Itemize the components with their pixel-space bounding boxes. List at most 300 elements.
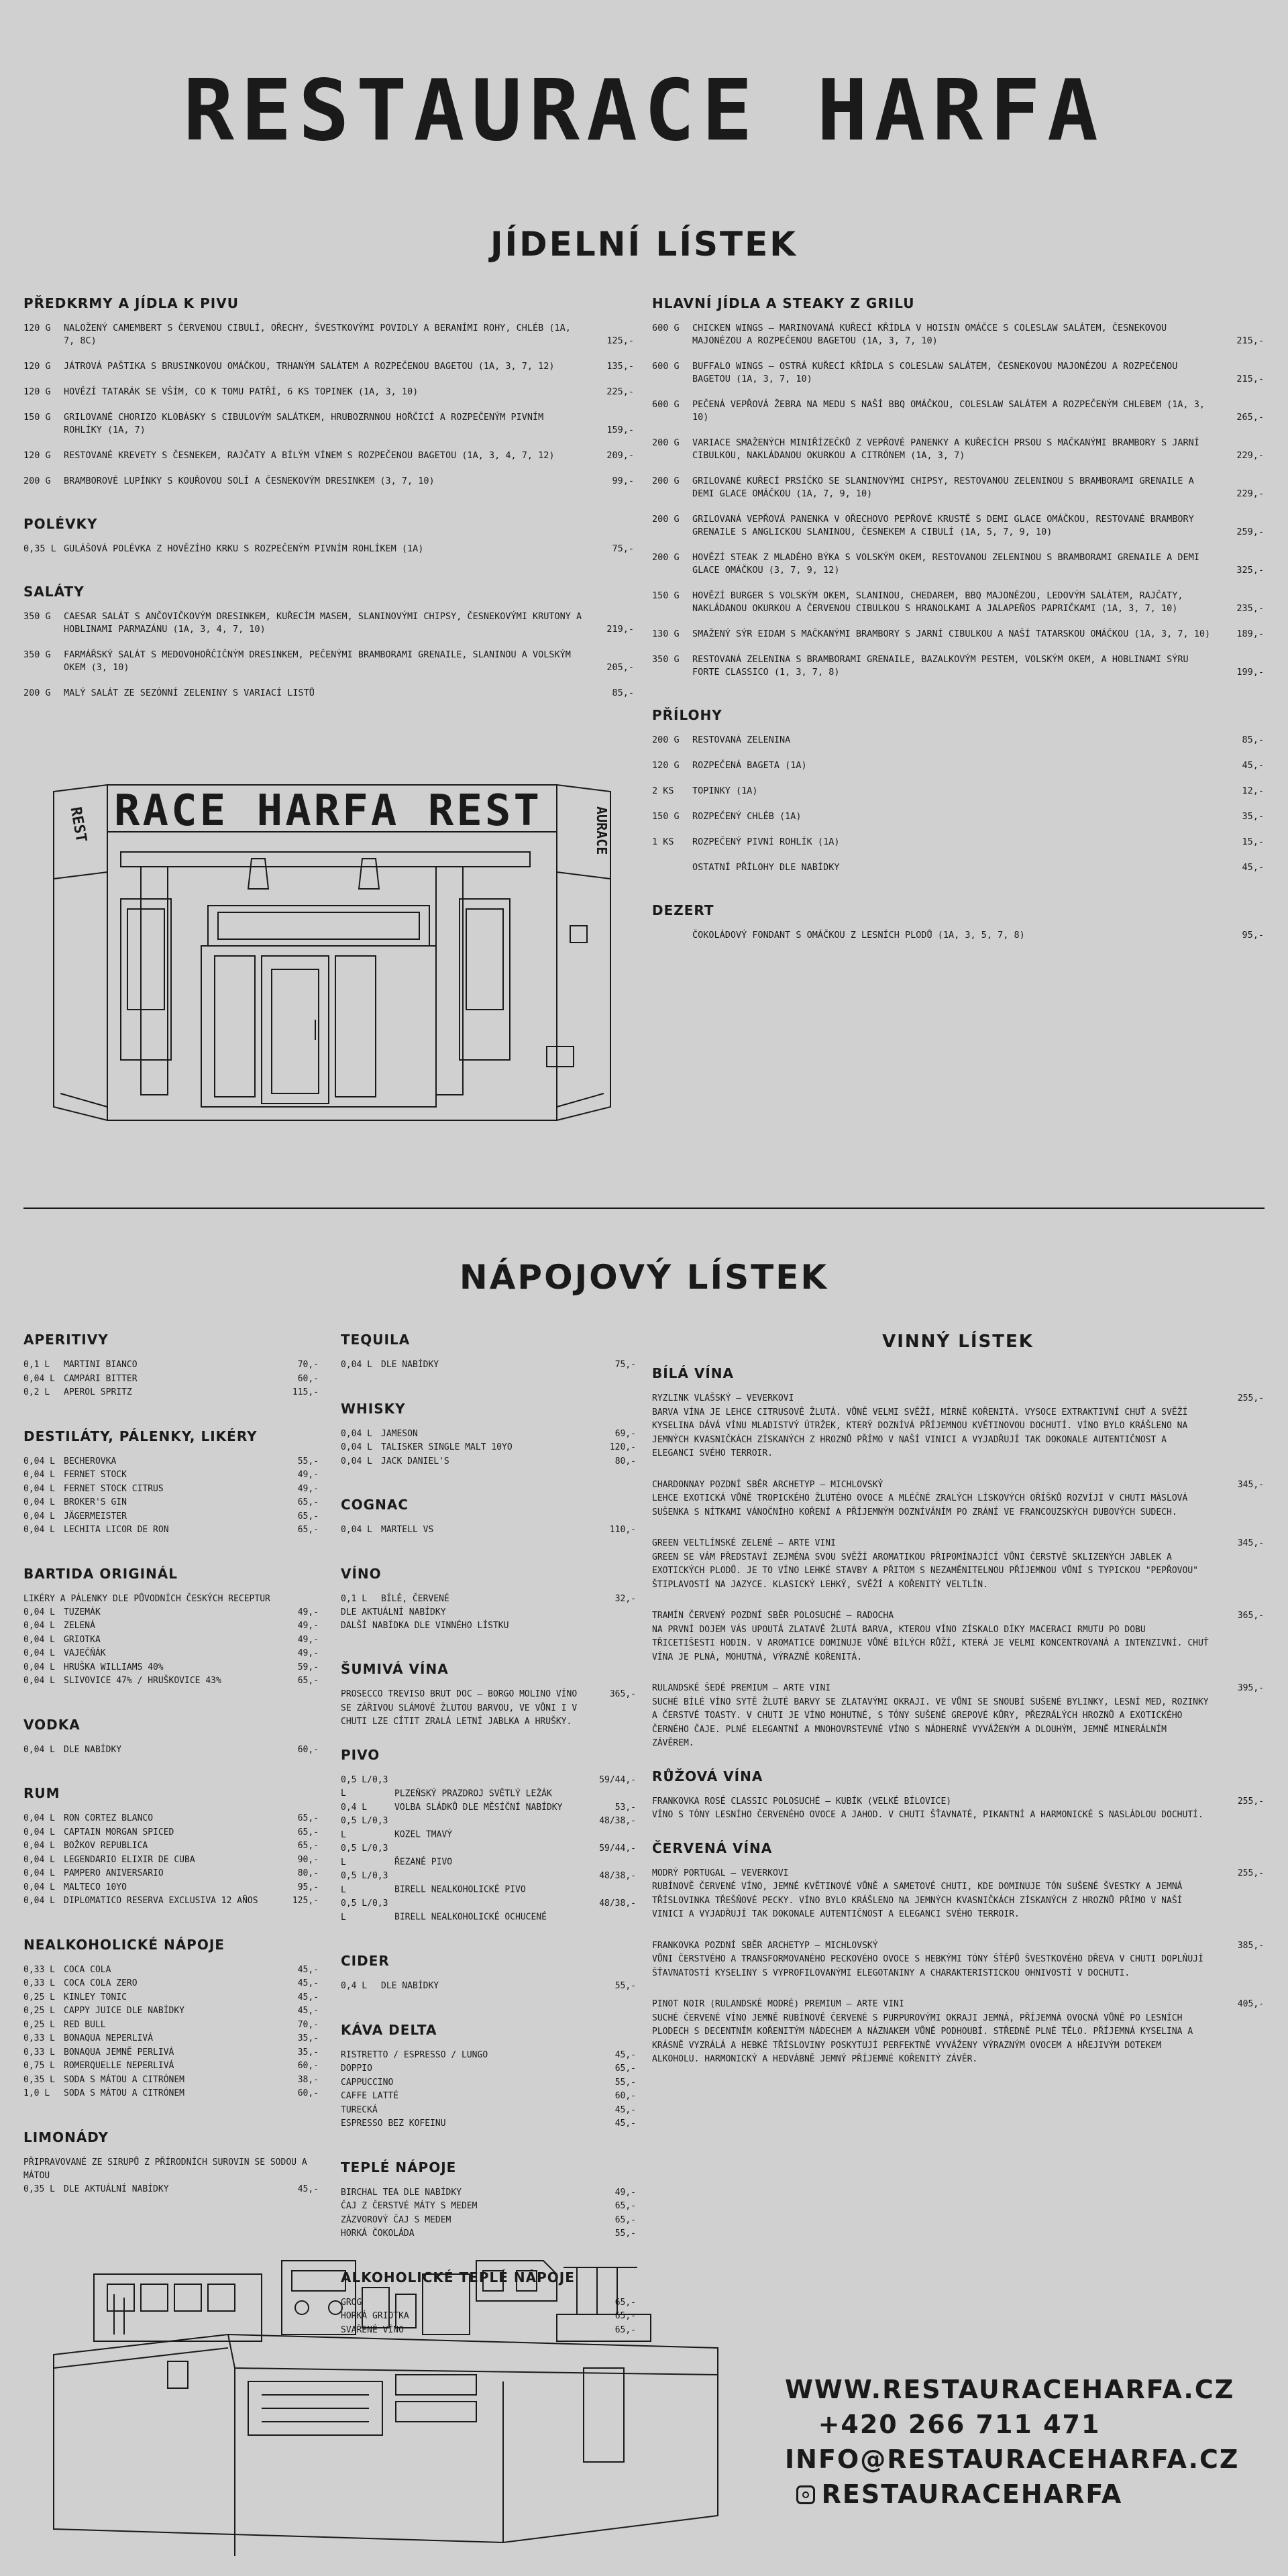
drink-volume: 0,04 L — [341, 1525, 372, 1535]
drink-price: 65,- — [297, 1827, 319, 1837]
drink-row — [341, 1455, 636, 1469]
drink-name: BONAQUA NEPERLIVÁ — [64, 2033, 154, 2043]
menu-item-quantity: 200 G — [652, 476, 680, 486]
drink-name: JÄGERMEISTER — [64, 1511, 127, 1521]
drink-volume: 0,04 L — [23, 1882, 55, 1892]
drink-price: 45,- — [614, 2049, 636, 2060]
wine-price: 395,- — [1237, 1683, 1264, 1693]
menu-item-description: RESTOVANÉ KREVETY S ČESNEKEM, RAJČATY A BÍLÝM VÍNEM S ROZPEČENOU BAGETOU (1A, 3, 4, 7, 12) — [64, 450, 555, 461]
drink-price: 65,- — [614, 2201, 636, 2211]
drink-row — [23, 1468, 319, 1483]
storefront-side-sign-right: AURACE — [594, 806, 610, 855]
section-title-soups: POLÉVKY — [23, 516, 98, 532]
wine-description: RULANDSKÉ ŠEDÉ PREMIUM – ARTE VINI SUCHÉ BÍLÉ VÍNO SYTĚ ŽLUTÉ BARVY SE ZLATAVÝMI OKRAJI. VE VŮNI SE SNOUBÍ SUŠENÉ BYLINKY, LESNÍ MED, ROZINKY A ČERSTVÉ TOASTY. V CHUTI JE VÍNO MOHUTNÉ, S TÓNY SUŠENÉ GREPOVÉ KŮRY, PŘEZRÁLÝCH HROZNŮ A EXOTICKÉHO ČERNÉHO ČAJE. PLNÉ ELEGANTNÍ A MNOHOVRSTEVNÉ VÍNO S NÁDHERNĚ VYVÁŽENÝM A DLOUHÝM, JEMNĚ MINERÁLNÍM ZÁVĚREM. — [652, 1683, 1209, 1748]
drink-volume: 0,04 L — [23, 1483, 55, 1494]
drink-row — [23, 1674, 319, 1688]
drink-price: 65,- — [297, 1841, 319, 1851]
drink-row — [23, 1661, 319, 1675]
drink-row — [341, 2104, 636, 2118]
drink-name: TURECKÁ — [341, 2104, 378, 2115]
drink-volume: 0,35 L — [23, 2074, 55, 2085]
drink-price: 65,- — [614, 2324, 636, 2335]
drinks-menu-title: NÁPOJOVÝ LÍSTEK — [459, 1258, 829, 1297]
drink-price: 49,- — [297, 1483, 319, 1494]
drink-volume: 0,4 L — [341, 1981, 368, 1991]
drink-volume: 0,25 L — [23, 2019, 55, 2030]
wine-item — [652, 1392, 1264, 1461]
drink-row — [341, 1593, 636, 1607]
drink-volume: 0,5 L/0,3 L — [341, 1898, 388, 1923]
menu-item — [652, 734, 1264, 747]
drink-price: 45,- — [614, 2104, 636, 2115]
drink-price: 65,- — [297, 1497, 319, 1507]
drink-price: 80,- — [297, 1868, 319, 1878]
drink-name: RON CORTEZ BLANCO — [64, 1813, 154, 1823]
drink-name: COCA COLA ZERO — [64, 1978, 138, 1988]
drink-row — [341, 1870, 636, 1897]
wine-description: GREEN VELTLÍNSKÉ ZELENÉ – ARTE VINI GREEN SE VÁM PŘEDSTAVÍ ZEJMÉNA SVOU SVĚŽÍ AROMATIKOU PŘIPOMÍNAJÍCÍ VŮNI ČERSTVĚ SKLIZENÝCH JABLEK A EXOTICKÝCH PLODŮ. JE TO VÍNO LEHKÉ STAVBY A PŘITOM S NEZAMĚNITELNOU PŘÍJEMNOU VŮNÍ S TYPICKOU "PEPŘOVOU" ŠTIPLAVOSTÍ NA JAZYCE. KLASICKÝ LEHKÝ, SVĚŽÍ A KOŘENITÝ VELTLÍN. — [652, 1538, 1198, 1590]
drink-volume: 0,04 L — [23, 1744, 55, 1755]
drink-price: 60,- — [297, 2088, 319, 2098]
drink-volume: 0,1 L — [341, 1593, 368, 1604]
drink-name: DLE NABÍDKY — [64, 1744, 122, 1755]
vino-note: DLE AKTUÁLNÍ NABÍDKY DALŠÍ NABÍDKA DLE VINNÉHO LÍSTKU — [341, 1607, 509, 1631]
menu-item-quantity: 600 G — [652, 323, 680, 333]
menu-item-quantity: 0,35 L — [23, 543, 56, 554]
drink-name: BIRCHAL TEA DLE NABÍDKY — [341, 2187, 462, 2198]
drink-row — [23, 1358, 319, 1373]
drink-name: DLE NABÍDKY — [381, 1360, 439, 1370]
white-wine-list — [652, 1392, 1264, 1751]
nealko-list — [23, 1964, 319, 2101]
menu-item-price: 259,- — [1236, 527, 1264, 537]
section-title-cognac: COGNAC — [341, 1497, 409, 1513]
drink-name: DLE NABÍDKY — [381, 1981, 439, 1991]
drink-name: VAJEČŇÁK — [64, 1648, 106, 1658]
menu-item-price: 75,- — [612, 543, 634, 554]
bartida-note: LIKÉRY A PÁLENKY DLE PŮVODNÍCH ČESKÝCH RECEPTUR — [23, 1593, 270, 1604]
drink-volume: 0,04 L — [23, 1676, 55, 1686]
instagram-handle: RESTAURACEHARFA — [821, 2479, 1123, 2509]
drink-price: 59/44,- — [599, 1774, 636, 1785]
food-right-column — [652, 295, 1264, 955]
rose-wine-list — [652, 1795, 1264, 1823]
section-title-sumiva: ŠUMIVÁ VÍNA — [341, 1661, 449, 1677]
drink-price: 48/38,- — [599, 1871, 636, 1881]
rum-list — [23, 1812, 319, 1909]
drink-name: SODA S MÁTOU A CITRÓNEM — [64, 2074, 185, 2085]
drink-price: 75,- — [614, 1360, 636, 1370]
wine-item — [652, 1682, 1264, 1751]
drink-row — [23, 1894, 319, 1909]
drink-row — [341, 1428, 636, 1442]
menu-item — [652, 861, 1264, 874]
section-divider — [23, 1208, 1265, 1209]
menu-item-quantity: 120 G — [23, 450, 51, 461]
drink-price: 45,- — [297, 1992, 319, 2002]
menu-item — [23, 322, 634, 347]
teple-list — [341, 2186, 636, 2241]
food-menu-title: JÍDELNÍ LÍSTEK — [490, 225, 798, 264]
drink-row — [23, 2032, 319, 2046]
section-title-cider: CIDER — [341, 1953, 390, 1969]
drink-row — [23, 1867, 319, 1881]
menu-item-quantity: 200 G — [652, 437, 680, 448]
vino-list — [341, 1593, 636, 1607]
drink-volume: 0,04 L — [23, 1854, 55, 1865]
drink-row — [23, 2019, 319, 2033]
wine-description: PINOT NOIR (RULANDSKÉ MODRÉ) PREMIUM – ARTE VINI SUCHÉ ČERVENÉ VÍNO JEMNĚ RUBÍNOVĚ ČERVENÉ S PURPUROVÝMI OKRAJI JEMNÁ, PŘÍJEMNÁ OVOCNÁ VŮNĚ PO LESNÍCH PLODECH S DECENTNÍM KOŘENITÝM NÁDECHEM A NÁZNAKEM VŮNĚ PODHOUBÍ. STŘEDNĚ PLNÉ TĚLO. PŘÍJEMNÁ KYSELINA A KRÁSNĚ VYZRÁLÁ A HEBKÉ TŘÍSLOVINY POSKYTUJÍ PERFEKTNĚ VYVÁŽENY VÝRAZNÝM OVOCEM A HŘEJIVÝM DOTEKEM ALKOHOLU. HARMONICKÝ A HEDVÁBNĚ JEMNÝ PŘÍJEMNÉ KOŘENITÝ ZÁVĚR. — [652, 1999, 1193, 2064]
drink-price: 45,- — [614, 2118, 636, 2129]
wine-item — [652, 1479, 1264, 1520]
menu-item-quantity: 150 G — [652, 590, 680, 601]
drink-name: BONAQUA JEMNĚ PERLIVÁ — [64, 2047, 174, 2057]
bartida-list — [23, 1606, 319, 1688]
drink-name: CAPPUCCINO — [341, 2077, 394, 2088]
menu-item-description: GRILOVANÁ VEPŘOVÁ PANENKA V OŘECHOVO PEPŘOVÉ KRUSTĚ S DEMI GLACE OMÁČKOU, RESTOVANÉ BRAMBORY GRENAILE S ANGLICKOU SLANINOU, ČESNEKEM A CIBULÍ (1A, 5, 7, 9, 10) — [692, 514, 1194, 537]
drink-name: HORKÁ GRIOTKA — [341, 2311, 409, 2321]
drink-price: 69,- — [614, 1428, 636, 1439]
menu-item — [652, 836, 1264, 849]
drink-volume: 0,04 L — [23, 1470, 55, 1480]
menu-item — [23, 411, 634, 437]
starters-list — [23, 322, 634, 488]
drink-row — [341, 1980, 636, 1994]
section-title-rum: RUM — [23, 1785, 60, 1801]
drink-name: GROG — [341, 2297, 362, 2308]
menu-item-quantity: 120 G — [23, 386, 51, 397]
drink-row — [341, 1842, 636, 1870]
drink-name: LEGENDARIO ELIXIR DE CUBA — [64, 1854, 195, 1865]
drink-name: JAMESON — [381, 1428, 418, 1439]
drink-price: 48/38,- — [599, 1898, 636, 1909]
drink-row — [23, 2087, 319, 2101]
drink-price: 65,- — [297, 1813, 319, 1823]
menu-item-quantity: 200 G — [23, 476, 51, 486]
drink-volume: 0,1 L — [23, 1360, 50, 1370]
drink-row — [23, 1977, 319, 1991]
drink-name: LECHITA LICOR DE RON — [64, 1525, 169, 1535]
drink-row — [341, 2117, 636, 2131]
section-title-nealko: NEALKOHOLICKÉ NÁPOJE — [23, 1936, 225, 1953]
drink-price: 115,- — [292, 1387, 319, 1397]
drink-name: TALISKER SINGLE MALT 10YO — [381, 1442, 513, 1452]
menu-item-price: 215,- — [1236, 374, 1264, 384]
menu-item-quantity: 120 G — [23, 323, 51, 333]
wine-description: MODRÝ PORTUGAL – VEVERKOVI RUBÍNOVĚ ČERVENÉ VÍNO, JEMNÉ KVĚTINOVÉ VŮNĚ A SAMETOVÉ CHUTI, KDE DOMINUJE TÓN SUŠENÉ ŠVESTKY A JEMNÁ TŘÍSLOVINKA TŘEŠŇOVÉ PECKY. VÍNO BYLO KRÁŠLENO NA JEMNÝCH KVASNIČKÁCH ZÍSKANÝCH Z HROZNŮ PŘÍMO V NAŠÍ VINICI A VYJADŘUJÍ TAK DOKONALE AUTENTIČNOST A ELEGANCI SVÉHO TERROIR. — [652, 1868, 1183, 1919]
drink-row — [23, 1373, 319, 1387]
menu-item-quantity: 600 G — [652, 361, 680, 372]
drink-price: 65,- — [614, 2297, 636, 2308]
drink-price: 90,- — [297, 1854, 319, 1865]
menu-item-description: ROZPEČENÝ CHLÉB (1A) — [692, 811, 802, 822]
wine-item — [652, 1998, 1264, 2067]
drink-row — [341, 2200, 636, 2214]
menu-item — [23, 360, 634, 373]
drink-row — [341, 1815, 636, 1842]
drink-volume: 0,04 L — [23, 1634, 55, 1645]
dessert-list — [652, 929, 1264, 942]
drink-row — [341, 2062, 636, 2076]
menu-item-price: 235,- — [1236, 603, 1264, 614]
drink-name: CAPPY JUICE DLE NABÍDKY — [64, 2006, 185, 2016]
menu-item — [23, 386, 634, 398]
drink-price: 49,- — [297, 1621, 319, 1631]
limonady-list — [23, 2183, 319, 2197]
drink-name: TUZEMÁK — [64, 1607, 101, 1617]
drink-name: RISTRETTO / ESPRESSO / LUNGO — [341, 2049, 488, 2060]
menu-item-quantity: 200 G — [652, 552, 680, 563]
pivo-list — [341, 1774, 636, 1925]
menu-item — [652, 513, 1264, 539]
menu-item-description: FARMÁŘSKÝ SALÁT S MEDOVOHOŘČIČNÝM DRESINKEM, PEČENÝMI BRAMBORAMI GRENAILE, SLANINOU A VOLSKÝM OKEM (3, 10) — [64, 649, 571, 673]
restaurant-logo: RESTAURACE HARFA — [183, 61, 1105, 160]
menu-item-description: HOVĚZÍ STEAK Z MLADÉHO BÝKA S VOLSKÝM OKEM, RESTOVANOU ZELENINOU S BRAMBORAMI GRENAILE A DEMI GLACE OMÁČKOU (3, 7, 9, 12) — [692, 552, 1199, 576]
drink-name: VOLBA SLÁDKŮ DLE MĚSÍČNÍ NABÍDKY — [394, 1802, 563, 1813]
drink-row — [23, 1964, 319, 1978]
menu-item-price: 45,- — [1242, 760, 1264, 771]
drink-name: KOZEL TMAVÝ — [394, 1829, 453, 1840]
drink-row — [341, 2214, 636, 2228]
menu-item-description: GRILOVANÉ KUŘECÍ PRSÍČKO SE SLANINOVÝMI CHIPSY, RESTOVANOU ZELENINOU S BRAMBORAMI GRENAILE A DEMI GLACE OMÁČKOU (1A, 7, 9, 10) — [692, 476, 1194, 499]
menu-item-description: TOPINKY (1A) — [692, 786, 758, 796]
sides-list — [652, 734, 1264, 874]
wine-price: 255,- — [1237, 1393, 1264, 1403]
drink-price: 70,- — [297, 1360, 319, 1370]
drink-price: 65,- — [614, 2214, 636, 2225]
cider-list — [341, 1980, 636, 1994]
drink-row — [23, 1455, 319, 1469]
drink-row — [23, 1991, 319, 2005]
mains-list — [652, 322, 1264, 679]
menu-item-price: 265,- — [1236, 412, 1264, 423]
drink-row — [23, 1854, 319, 1868]
drinks-column-1 — [23, 1332, 319, 2196]
menu-item-quantity: 350 G — [23, 649, 51, 660]
destilaty-list — [23, 1455, 319, 1538]
section-title-rose-wine: RŮŽOVÁ VÍNA — [652, 1768, 763, 1784]
drink-name: HRUŠKA WILLIAMS 40% — [64, 1662, 164, 1672]
drink-price: 110,- — [609, 1525, 636, 1535]
drink-row — [23, 1743, 319, 1758]
drink-name: BOŽKOV REPUBLICA — [64, 1841, 148, 1851]
drink-price: 49,- — [297, 1607, 319, 1617]
drink-row — [23, 1606, 319, 1620]
drink-name: SODA S MÁTOU A CITRÓNEM — [64, 2088, 185, 2098]
menu-item-price: 199,- — [1236, 667, 1264, 678]
drink-name: CAMPARI BITTER — [64, 1373, 138, 1384]
menu-item-description: GRILOVANÉ CHORIZO KLOBÁSKY S CIBULOVÝM SALÁTKEM, HRUBOZRNNOU HOŘČICÍ A ROZPEČENÝM PIVNÍM ROHLÍKY (1A, 7) — [64, 412, 544, 435]
drink-name: MARTELL VS — [381, 1525, 434, 1535]
menu-item — [652, 929, 1264, 942]
whisky-list — [341, 1428, 636, 1469]
drink-row — [341, 2049, 636, 2063]
menu-item-description: PEČENÁ VEPŘOVÁ ŽEBRA NA MEDU S NAŠÍ BBQ OMÁČKOU, COLESLAW SALÁTEM A ROZPEČENÝM CHLEBEM (1A, 3, 10) — [692, 399, 1205, 423]
menu-item-quantity: 120 G — [23, 361, 51, 372]
menu-item-price: 225,- — [606, 386, 634, 397]
menu-item-price: 35,- — [1242, 811, 1264, 822]
wine-description: FRANKOVKA POZDNÍ SBĚR ARCHETYP – MICHLOVSKÝ VŮNI ČERSTVÉHO A TRANSFORMOVANÉHO PECKOVÉHO OVOCE S HEBKÝMI TÓNY ŠŤĚPŮ ŠVESTKOVÉHO DŘEVA V CHUTI DOPLŇUJÍ ŠŤAVNATOSTÍ KYSELINY S VYPROFILOVANÝMI ELEGOTANINY A CHARAKTERISTICKOU OHNIVOSTÍ V DOCHUTI. — [652, 1940, 1203, 1978]
drink-row — [341, 2186, 636, 2200]
wine-item — [652, 1537, 1264, 1592]
tequila-list — [341, 1358, 636, 1373]
drink-price: 55,- — [614, 2077, 636, 2088]
drink-name: BROKER'S GIN — [64, 1497, 127, 1507]
wine-description: FRANKOVKA ROSÉ CLASSIC POLOSUCHÉ – KUBÍK (VELKÉ BÍLOVICE) VÍNO S TÓNY LESNÍHO ČERVENÉHO OVOCE A JAHOD. V CHUTI ŠŤAVNATÉ, PIKANTNÍ A HARMONICKÉ S NASLÁDLOU DOCHUTÍ. — [652, 1796, 1203, 1820]
menu-item-description: ROZPEČENÝ PIVNÍ ROHLÍK (1A) — [692, 837, 840, 847]
menu-item-description: CAESAR SALÁT S ANČOVIČKOVÝM DRESINKEM, KUŘECÍM MASEM, SLANINOVÝMI CHIPSY, ČESNEKOVÝMI KRUTONY A HOBLINAMI PARMAZÁNU (1A, 3, 4, 7, 10) — [64, 611, 582, 635]
drink-price: 49,- — [614, 2187, 636, 2198]
limonady-note: PŘIPRAVOVANÉ ZE SIRUPŮ Z PŘÍRODNÍCH SUROVIN SE SODOU A MÁTOU — [23, 2157, 307, 2181]
drink-volume: 0,33 L — [23, 1964, 55, 1975]
drink-volume: 0,04 L — [23, 1511, 55, 1521]
menu-item — [23, 687, 634, 700]
drink-name: MARTINI BIANCO — [64, 1360, 138, 1370]
menu-item — [652, 475, 1264, 500]
menu-item — [652, 759, 1264, 772]
section-title-pivo: PIVO — [341, 1746, 380, 1763]
drink-name: JACK DANIEL'S — [381, 1456, 449, 1466]
menu-item-price: 45,- — [1242, 862, 1264, 873]
menu-item-description: JÁTROVÁ PAŠTIKA S BRUSINKOVOU OMÁČKOU, TRHANÝM SALÁTEM A ROZPEČENOU BAGETOU (1A, 3, 7, 12) — [64, 361, 555, 372]
drink-row — [23, 1826, 319, 1840]
drink-name: GRIOTKA — [64, 1634, 101, 1645]
wine-price: 345,- — [1237, 1538, 1264, 1548]
menu-item — [23, 543, 634, 555]
website-link[interactable]: WWW.RESTAURACEHARFA.CZ — [785, 2375, 1235, 2404]
wine-item — [652, 1939, 1264, 1981]
kava-list — [341, 2049, 636, 2131]
menu-item-price: 215,- — [1236, 335, 1264, 346]
menu-item — [652, 551, 1264, 577]
menu-item-quantity: 600 G — [652, 399, 680, 410]
drink-price: 38,- — [297, 2074, 319, 2085]
menu-item — [652, 785, 1264, 798]
menu-item-quantity: 130 G — [652, 629, 680, 639]
drink-price: 45,- — [297, 1978, 319, 1988]
drink-row — [341, 1358, 636, 1373]
drink-price: 55,- — [614, 2229, 636, 2239]
drink-name: CAPTAIN MORGAN SPICED — [64, 1827, 174, 1837]
drink-volume: 0,75 L — [23, 2061, 55, 2071]
drink-volume: 0,5 L/0,3 L — [341, 1843, 388, 1868]
drink-name: ZELENÁ — [64, 1621, 95, 1631]
wine-list-column — [652, 1332, 1264, 2084]
drink-name: ČAJ Z ČERSTVÉ MÁTY S MEDEM — [341, 2201, 478, 2211]
drink-name: HORKÁ ČOKOLÁDA — [341, 2229, 415, 2239]
drink-name: DOPPIO — [341, 2063, 372, 2074]
section-title-dessert: DEZERT — [652, 902, 714, 918]
drink-name: BIRELL NEALKOHOLICKÉ OCHUCENÉ — [394, 1912, 547, 1923]
drink-row — [23, 2046, 319, 2060]
drink-volume: 0,5 L/0,3 L — [341, 1871, 388, 1895]
drink-name: MALTECO 10YO — [64, 1882, 127, 1892]
drink-volume: 0,04 L — [341, 1428, 372, 1439]
menu-item-quantity: 350 G — [652, 654, 680, 665]
soups-list — [23, 543, 634, 555]
drink-price: 60,- — [297, 2061, 319, 2071]
menu-item-price: 189,- — [1236, 629, 1264, 639]
drink-row — [23, 2059, 319, 2074]
drink-volume: 0,33 L — [23, 2047, 55, 2057]
menu-item — [652, 360, 1264, 386]
vodka-list — [23, 1743, 319, 1758]
drink-row — [23, 1523, 319, 1538]
menu-item-description: NALOŽENÝ CAMEMBERT S ČERVENOU CIBULÍ, OŘECHY, ŠVESTKOVÝMI POVIDLY A BERANÍMI ROHY, CHLÉB (1A, 7, 8C) — [64, 323, 571, 346]
section-title-limonady: LIMONÁDY — [23, 2129, 109, 2145]
drink-price: 55,- — [297, 1456, 319, 1466]
menu-item — [652, 653, 1264, 679]
email-link[interactable]: INFO@RESTAURACEHARFA.CZ — [785, 2445, 1240, 2474]
drink-row — [341, 2090, 636, 2104]
drink-price: 59,- — [297, 1662, 319, 1672]
phone-number[interactable]: +420 266 711 471 — [818, 2410, 1101, 2439]
drink-volume: 0,04 L — [23, 1841, 55, 1851]
drink-row — [23, 1633, 319, 1648]
bar-counter-illustration — [47, 2247, 731, 2556]
drink-price: 60,- — [297, 1744, 319, 1755]
menu-item-price: 209,- — [606, 450, 634, 461]
drink-row — [23, 1647, 319, 1661]
drink-row — [23, 1839, 319, 1854]
menu-item — [652, 590, 1264, 615]
menu-item-description: ROZPEČENÁ BAGETA (1A) — [692, 760, 807, 771]
section-title-tequila: TEQUILA — [341, 1332, 411, 1348]
menu-item-quantity: 200 G — [652, 735, 680, 745]
menu-item — [652, 322, 1264, 347]
food-left-column — [23, 295, 634, 712]
storefront-side-sign-left: REST — [66, 806, 90, 844]
instagram-link[interactable] — [785, 2479, 1134, 2509]
menu-item-description: GULÁŠOVÁ POLÉVKA Z HOVĚZÍHO KRKU S ROZPEČENÝM PIVNÍM ROHLÍKEM (1A) — [64, 543, 424, 554]
menu-item-price: 125,- — [606, 335, 634, 346]
menu-item — [23, 449, 634, 462]
section-title-aperitivy: APERITIVY — [23, 1332, 109, 1348]
drink-volume: 0,35 L — [23, 2184, 55, 2194]
drink-name: DLE AKTUÁLNÍ NABÍDKY — [64, 2184, 169, 2194]
drink-row — [23, 2074, 319, 2088]
section-title-alko-teple: ALKOHOLICKÉ TEPLÉ NÁPOJE — [341, 2269, 575, 2286]
menu-item-quantity: 2 KS — [652, 786, 674, 796]
drink-name: ZÁZVOROVÝ ČAJ S MEDEM — [341, 2214, 451, 2225]
drink-price: 32,- — [614, 1593, 636, 1604]
drink-price: 35,- — [297, 2033, 319, 2043]
wine-price: 255,- — [1237, 1796, 1264, 1807]
drink-name: PLZEŇSKÝ PRAZDROJ SVĚTLÝ LEŽÁK — [394, 1788, 552, 1799]
drink-volume: 0,25 L — [23, 2006, 55, 2016]
drink-price: 65,- — [297, 1525, 319, 1535]
sumiva-text: PROSECCO TREVISO BRUT DOC – BORGO MOLINO VÍNO SE ZÁŘIVOU SLÁMOVĚ ŽLUTOU BARVOU, VE VŮNI I V CHUTI LZE CÍTIT ZRALÁ LETNÍ JABLKA A HRUŠKY. — [341, 1689, 578, 1727]
menu-item-description: SMAŽENÝ SÝR EIDAM S MAČKANÝMI BRAMBORY S JARNÍ CIBULKOU A NAŠÍ TATARSKOU OMÁČKOU (1A, 3, 7, 10) — [692, 629, 1211, 639]
menu-item-description: BRAMBOROVÉ LUPÍNKY S KOUŘOVOU SOLÍ A ČESNEKOVÝM DRESINKEM (3, 7, 10) — [64, 476, 435, 486]
menu-item-quantity: 200 G — [652, 514, 680, 525]
section-title-starters: PŘEDKRMY A JÍDLA K PIVU — [23, 295, 239, 311]
drink-price: 48/38,- — [599, 1816, 636, 1826]
drink-volume: 1,0 L — [23, 2088, 50, 2098]
drink-price: 35,- — [297, 2047, 319, 2057]
menu-item-price: 135,- — [606, 361, 634, 372]
wine-price: 255,- — [1237, 1868, 1264, 1878]
drink-price: 45,- — [297, 1964, 319, 1975]
storefront-sign-text: RACE HARFA REST — [114, 786, 542, 836]
menu-item-price: 85,- — [612, 688, 634, 698]
menu-item — [23, 610, 634, 636]
menu-item-price: 85,- — [1242, 735, 1264, 745]
drink-price: 70,- — [297, 2019, 319, 2030]
wine-list-title: VINNÝ LÍSTEK — [882, 1332, 1034, 1352]
drink-name: ROMERQUELLE NEPERLIVÁ — [64, 2061, 174, 2071]
drink-price: 53,- — [614, 1802, 636, 1813]
